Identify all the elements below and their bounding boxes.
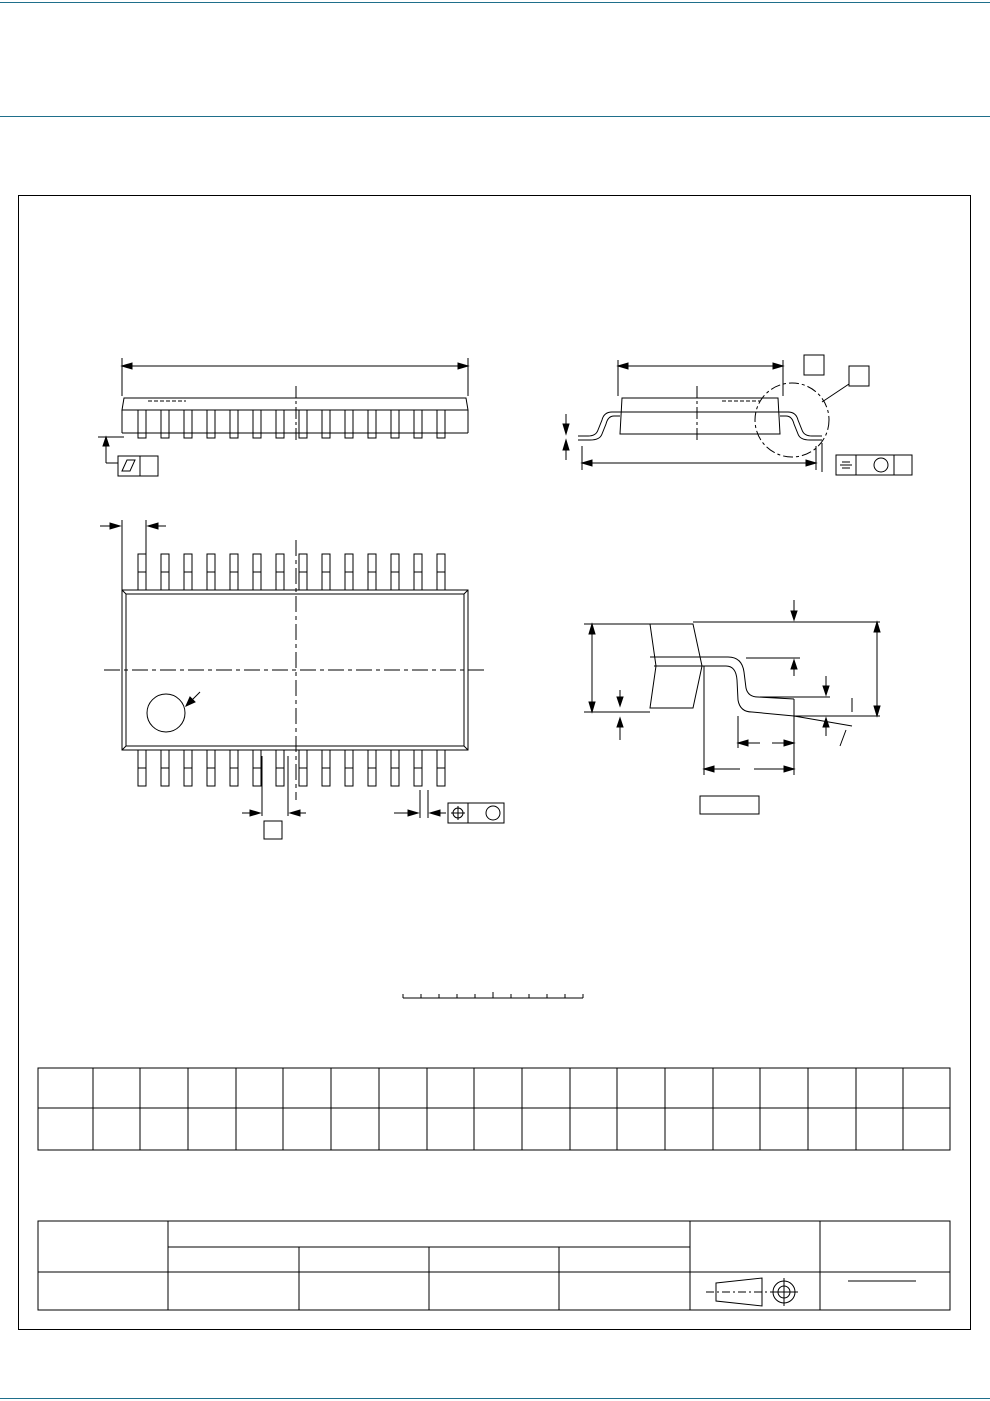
detail-caption-box <box>700 796 759 814</box>
side-lead <box>437 410 445 438</box>
side-lead <box>253 410 261 438</box>
side-view <box>98 358 468 476</box>
lead-detail <box>584 600 880 814</box>
scale-bar <box>403 992 583 998</box>
position-symbol-icon <box>451 806 465 820</box>
side-lead <box>345 410 353 438</box>
pitch-label-box <box>264 821 282 839</box>
outline-version-table <box>38 1221 950 1310</box>
side-lead <box>184 410 192 438</box>
pin-1-indicator <box>147 694 185 732</box>
detail-label-box <box>849 366 869 386</box>
end-view <box>563 355 912 475</box>
side-lead <box>230 410 238 438</box>
side-lead <box>276 410 284 438</box>
flatness-symbol-icon <box>122 460 135 471</box>
side-view-leads <box>138 410 445 438</box>
datum-box-a <box>804 355 824 375</box>
projection-symbol-icon <box>706 1278 798 1306</box>
side-lead <box>391 410 399 438</box>
side-lead <box>207 410 215 438</box>
top-view <box>100 520 504 839</box>
side-lead <box>414 410 422 438</box>
top-view-upper-leads <box>138 554 445 590</box>
side-lead <box>299 410 307 438</box>
side-lead <box>322 410 330 438</box>
top-view-lower-leads <box>138 750 445 786</box>
coplanarity-symbol-icon <box>840 462 852 468</box>
side-lead <box>161 410 169 438</box>
side-lead <box>138 410 146 438</box>
side-lead <box>368 410 376 438</box>
dimensions-table <box>38 1068 950 1150</box>
